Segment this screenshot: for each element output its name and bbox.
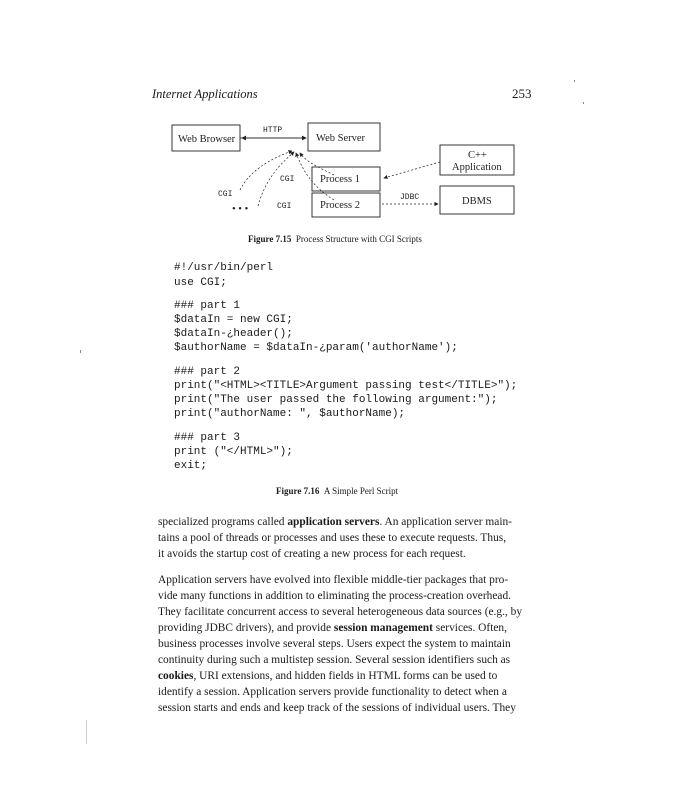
paragraph-line: They facilitate concurrent access to several heterogeneous data sources (e.g., by (158, 606, 523, 618)
paragraph-line (158, 668, 538, 684)
scan-speck (86, 720, 87, 744)
code-line: print("authorName: ", $authorName); (174, 408, 406, 420)
paragraph-line: business processes involve several steps. Users expect the system to maintain (158, 638, 511, 650)
paragraph-line: identify a session. Application servers provide functionality to detect when a (158, 686, 507, 698)
cgi-label-upper: CGI (280, 175, 295, 184)
code-line: $dataIn = new CGI; (174, 314, 293, 326)
term-cookies: cookies (158, 670, 194, 682)
paragraph-line: vide many functions in addition to eliminating the process-creation overhead. (158, 590, 512, 602)
figure-716-caption (276, 486, 398, 496)
code-line: use CGI; (174, 277, 227, 289)
cgi-arrow-left (240, 151, 295, 190)
text-run: . An application server main- (379, 516, 512, 528)
code-line: print ("</HTML>"); (174, 446, 293, 458)
web-server-label: Web Server (316, 133, 366, 144)
figure-716-text: A Simple Perl Script (323, 486, 399, 496)
code-line: ### part 3 (174, 432, 241, 444)
code-line: exit; (174, 460, 208, 472)
text-run: providing JDBC drivers), and provide (158, 622, 334, 634)
text-run: , URI extensions, and hidden fields in HTML forms can be used to (193, 670, 498, 682)
code-line: print("The user passed the following argument:"); (174, 394, 498, 406)
code-line: $dataIn-¿header(); (174, 328, 293, 340)
paragraph-line (158, 514, 538, 530)
process-structure-diagram (0, 0, 680, 240)
web-browser-label: Web Browser (178, 134, 236, 145)
paragraph-line: session starts and ends and keep track of the sessions of individual users. They (158, 702, 516, 714)
term-session-management: session management (333, 622, 433, 634)
code-line: ### part 1 (174, 300, 241, 312)
text-run: specialized programs called (158, 516, 288, 528)
process-dots: • • • (232, 204, 249, 215)
figure-715-caption (248, 234, 422, 244)
scan-speck (80, 350, 81, 353)
running-header-title: Internet Applications (152, 87, 258, 101)
process2-label: Process 2 (320, 200, 360, 211)
scan-speck (583, 102, 584, 104)
cgi-label-lower: CGI (277, 202, 292, 211)
dbms-label: DBMS (462, 196, 492, 207)
scan-speck (574, 80, 575, 82)
process1-label: Process 1 (320, 174, 360, 185)
code-line: ### part 2 (174, 366, 241, 378)
page-number: 253 (512, 86, 532, 101)
paragraph-line: tains a pool of threads or processes and uses these to execute requests. Thus, (158, 532, 507, 544)
paragraph-line: Application servers have evolved into flexible middle-tier packages that pro- (158, 574, 509, 586)
code-line: print("<HTML><TITLE>Argument passing test</TITLE>"); (174, 380, 518, 392)
term-application-servers: application servers (287, 516, 380, 528)
code-line: #!/usr/bin/perl (174, 262, 274, 274)
paragraph-line (158, 620, 538, 636)
paragraph-line: it avoids the startup cost of creating a new process for each request. (158, 548, 466, 560)
http-label: HTTP (263, 126, 283, 135)
application-label: Application (452, 162, 502, 173)
jdbc-label: JDBC (400, 193, 420, 202)
text-run: services. Often, (432, 622, 507, 634)
cpp-arrow (384, 162, 440, 178)
cgi-label-left: CGI (218, 190, 233, 199)
figure-716-number: Figure 7.16 (276, 486, 320, 496)
figure-715-text: Process Structure with CGI Scripts (295, 234, 422, 244)
paragraph-line: continuity during such a multistep session. Several session identifiers such as (158, 654, 511, 666)
figure-715-number: Figure 7.15 (248, 234, 292, 244)
cpp-label: C++ (468, 150, 487, 161)
code-line: $authorName = $dataIn-¿param('authorName'); (174, 342, 458, 354)
